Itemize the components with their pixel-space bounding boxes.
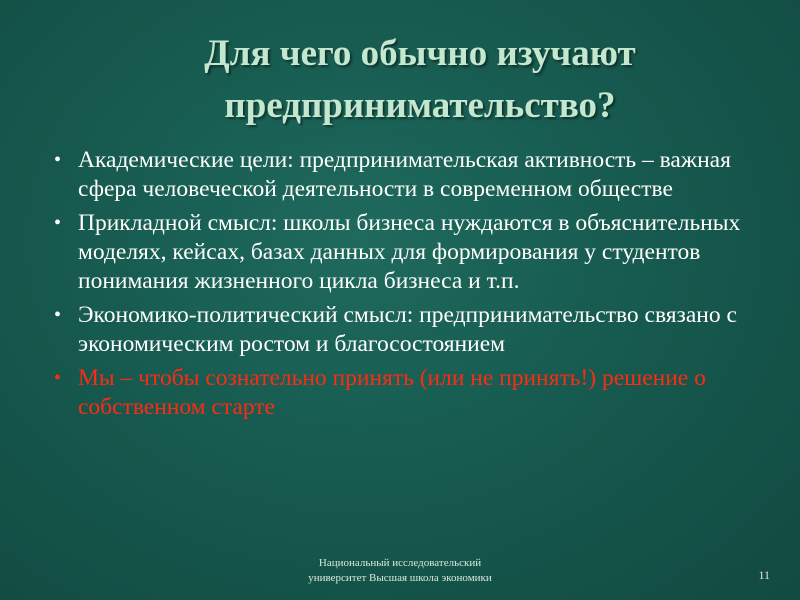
bullet-text: Академические цели: предпринимательская активность – важная сфера человеческой деятельности в современном обществе xyxy=(78,147,731,202)
footer-line-2: университет Высшая школа экономики xyxy=(308,572,492,584)
bullet-dot: • xyxy=(54,304,62,326)
footer-line-1: Национальный исследовательский xyxy=(318,557,482,569)
bullet-text: Мы – чтобы сознательно принять (или не принять!) решение о собственном старте xyxy=(78,365,706,420)
bullet-dot: • xyxy=(54,212,62,234)
bullet-dot: • xyxy=(54,149,62,171)
bullet-item-applied xyxy=(52,209,762,296)
bullet-text: Прикладной смысл: школы бизнеса нуждаются в объяснительных моделях, кейсах, базах данных для формирования у студентов понимания жизненного цикла бизнеса и т.п. xyxy=(78,210,741,294)
bullet-item-academic xyxy=(52,146,762,204)
slide-title-line-1: Для чего обычно изучают xyxy=(204,33,636,74)
bullet-text: Экономико-политический смысл: предпринимательство связано с экономическим ростом и благосостоянием xyxy=(78,302,737,357)
bullet-dot: • xyxy=(54,367,62,389)
bullet-item-economic-political xyxy=(52,301,762,359)
footer-institution xyxy=(265,556,535,586)
page-number: 11 xyxy=(758,568,770,582)
bullet-item-personal-start xyxy=(52,364,762,422)
slide-title-line-2: предпринимательство? xyxy=(224,85,616,126)
slide-title xyxy=(100,28,740,132)
bullet-list xyxy=(52,146,762,427)
